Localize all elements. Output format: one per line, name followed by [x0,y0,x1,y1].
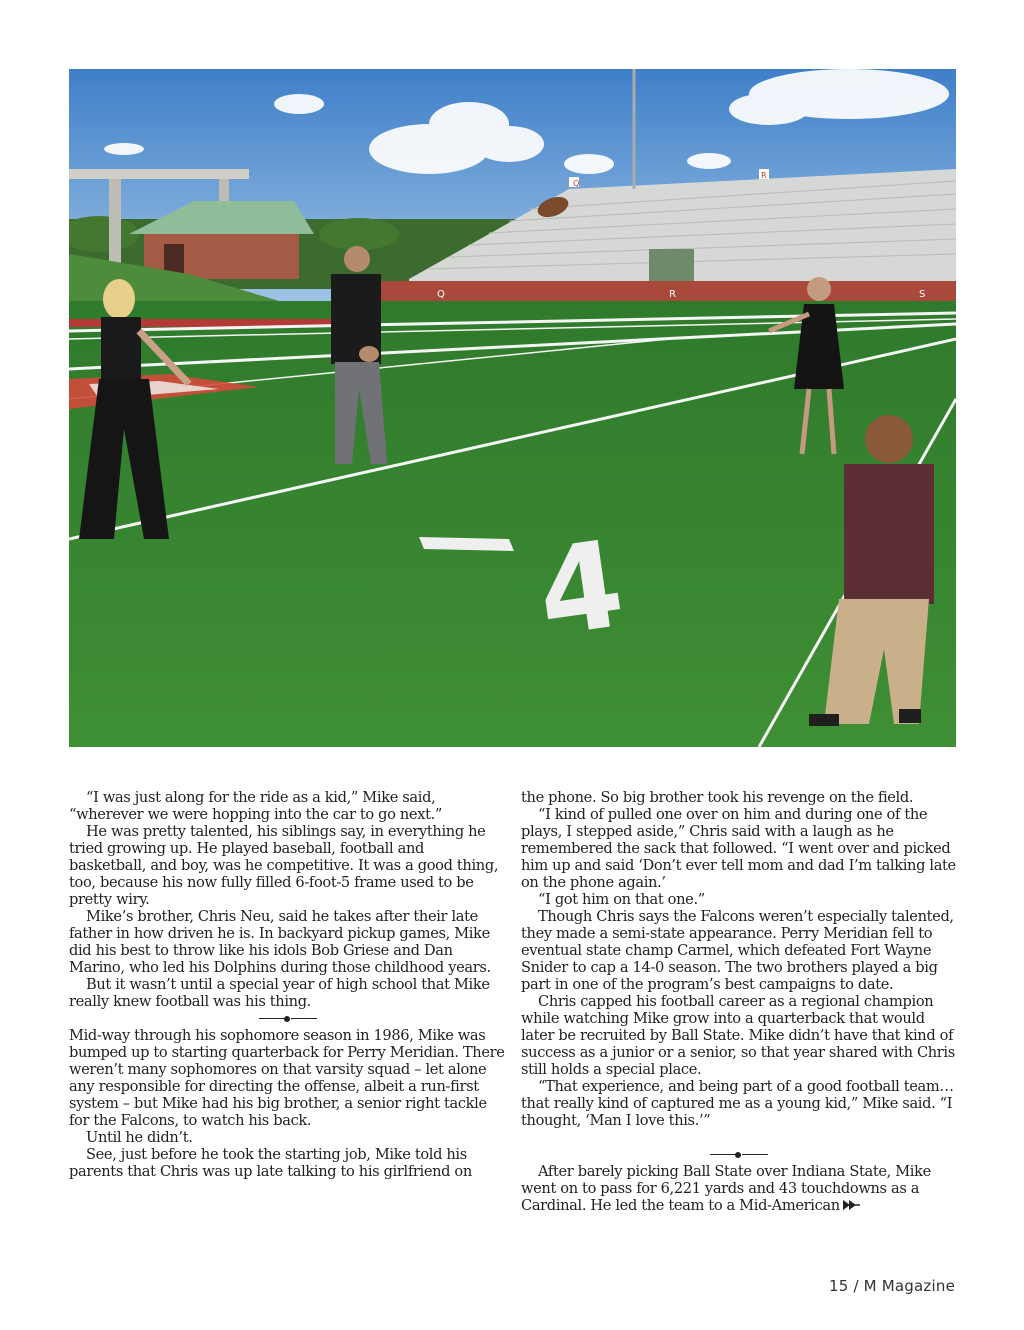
section-divider [521,1146,959,1163]
section-divider [69,1010,505,1027]
page-folio: 15 / M Magazine [828,1277,955,1295]
paragraph: Mike’s brother, Chris Neu, said he takes after their late father in how driven he is. In backyard pickup games, Mike did his best to throw like his idols Bob Griese and Dan Marino, who led his Dolphins during those childhood years. [69,908,491,976]
paragraph: He was pretty talented, his siblings say, in everything he tried growing up. He played baseball, football and basketball, and boy, was he competitive. It was a good thing, too, because his now fully filled 6-foot-5 frame used to be pretty wiry. [69,823,499,908]
paragraph: Until he didn’t. [86,1129,193,1146]
paragraph: the phone. So big brother took his revenge on the field. [521,789,914,806]
stand-letter: R [669,289,676,300]
paragraph: “I kind of pulled one over on him and during one of the plays, I stepped aside,” Chris said with a laugh as he remembered the sack that followed. “I went over and picked him up and said ‘Don’t ever tell mom and dad I’m talking late on the phone again.’ [521,806,956,891]
stand-letter: Q [437,289,445,300]
paragraph: See, just before he took the starting job, Mike told his parents that Chris was up late talking to his girlfriend on [69,1146,472,1180]
paragraph: Mid-way through his sophomore season in 1986, Mike was bumped up to starting quarterback for Perry Meridian. There weren’t many sophomores on that varsity squad – let alone any responsible for directing the offense, albeit a run-first system – but Mike had his big brother, a senior right tackle for the Falcons, to watch his back. [69,1027,505,1129]
paragraph-text: After barely picking Ball State over Indiana State, Mike went on to pass for 6,221 yards and 43 touchdowns as a Cardinal. He led the team to a Mid-American [521,1163,931,1214]
article-column-left [69,789,505,1180]
yard-number: 4 [529,515,632,665]
paragraph: But it wasn’t until a special year of high school that Mike really knew football was his thing. [69,976,490,1010]
paragraph [521,1163,959,1214]
paragraph: “I was just along for the ride as a kid,” Mike said, “wherever we were hopping into the car to go next.” [69,789,442,823]
football-field-photo [69,69,956,747]
continue-arrow-icon [843,1199,861,1211]
stand-letter: Q [573,179,580,188]
paragraph: Chris capped his football career as a regional champion while watching Mike grow into a quarterback that would later be recruited by Ball State. Mike didn’t have that kind of success as a junior or a senior, so that year shared with Chris still holds a special place. [521,993,955,1078]
paragraph: “That experience, and being part of a good football team… that really kind of captured me as a young kid,” Mike said. “I thought, ‘Man I love this.’” [521,1078,954,1129]
article-column-right [521,789,959,1214]
stand-letter: R [761,171,767,180]
paragraph: “I got him on that one.” [538,891,705,908]
paragraph: Though Chris says the Falcons weren’t especially talented, they made a semi-state appearance. Perry Meridian fell to eventual state champ Carmel, which defeated Fort Wayne Snider to cap a 14-0 season. The two brothers played a big part in one of the program’s best campaigns to date. [521,908,954,993]
stand-letter: S [919,289,926,300]
